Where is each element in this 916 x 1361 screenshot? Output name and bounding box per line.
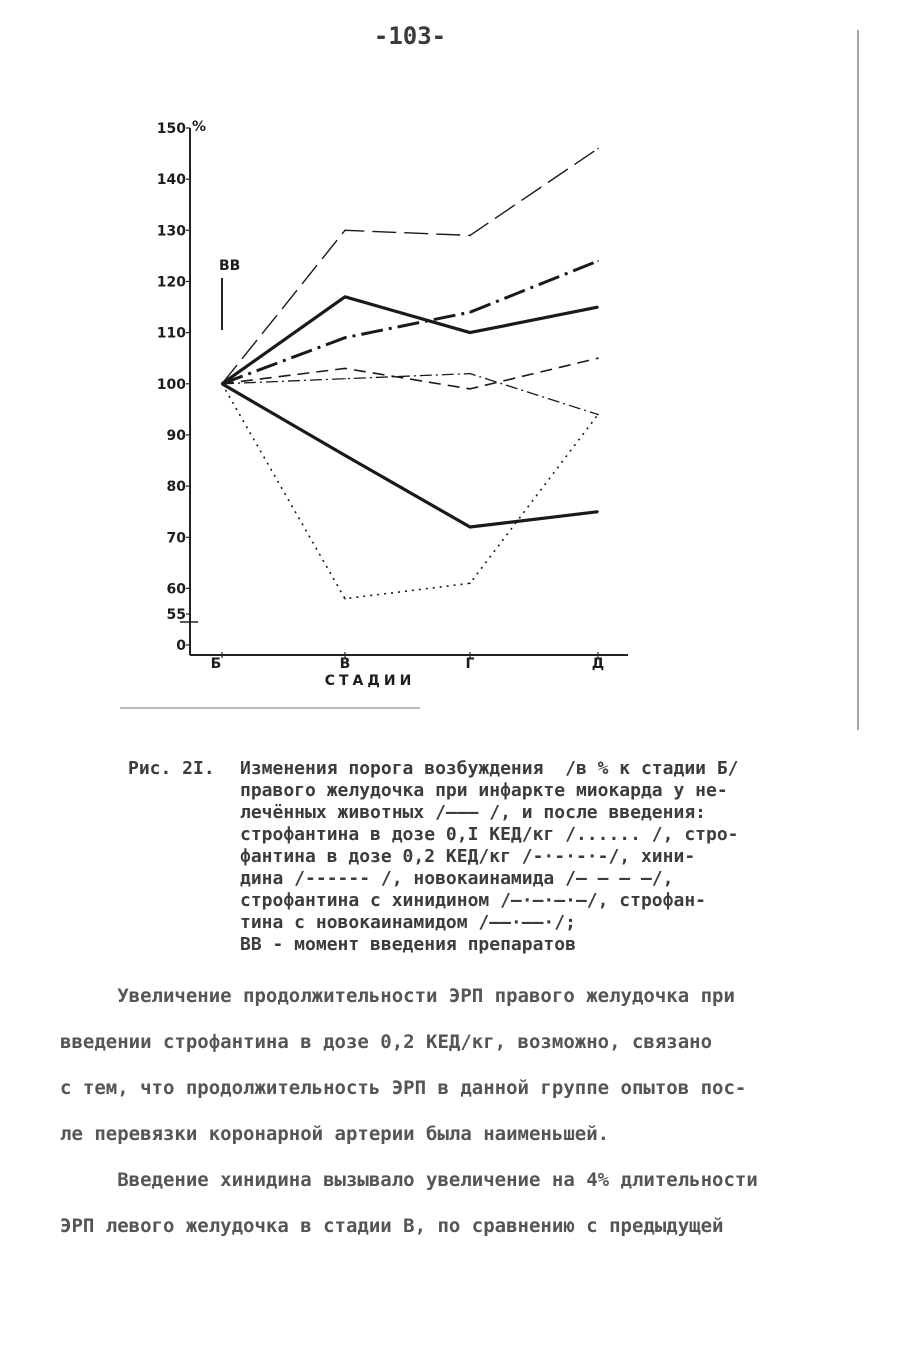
series-point [597, 148, 599, 150]
y-tick-label: 60 [166, 581, 186, 598]
series-point [344, 598, 346, 600]
y-tick-label: 110 [156, 325, 186, 342]
body-line: ЭРП левого желудочка в стадии В, по сравнению с предыдущей [60, 1215, 724, 1237]
caption-line: строфантина с хинидином /—·—·—·—/, строфан- [240, 890, 706, 911]
y-tick-label: 70 [166, 530, 186, 547]
series-point [344, 368, 346, 370]
injection-annotation [219, 258, 240, 330]
y-axis-unit: % [192, 119, 207, 135]
series-line-7 [222, 261, 598, 384]
y-tick-label: 90 [166, 427, 186, 444]
series-line-6 [222, 297, 598, 384]
series-point [597, 511, 599, 513]
caption-line: фантина в дозе 0,2 КЕД/кг /-·-·-·-/, хини- [240, 846, 696, 867]
series-line-4 [222, 358, 598, 389]
body-line: ле перевязки коронарной артерии была наименьшей. [60, 1123, 610, 1145]
series-line-5 [222, 149, 598, 384]
x-tick-label: В [339, 656, 351, 672]
series-point [344, 230, 346, 232]
series-line-3 [222, 374, 598, 415]
series-line-1 [222, 384, 598, 527]
y-tick-label: 140 [156, 172, 186, 189]
page-number: -103- [373, 22, 447, 50]
y-tick-label: 55 [166, 607, 186, 623]
body-line: с тем, что продолжительность ЭРП в данной группе опытов пос- [60, 1077, 747, 1099]
series-point [469, 311, 471, 313]
series-point [469, 373, 471, 375]
series-point [469, 388, 471, 390]
body-line: введении строфантина в дозе 0,2 КЕД/кг, возможно, связано [60, 1031, 713, 1053]
series-point [344, 455, 346, 457]
x-tick-label: Г [465, 656, 475, 672]
x-tick-label: Б [210, 656, 222, 672]
x-axis-title: СТАДИИ [324, 673, 416, 689]
y-tick-label: 0 [176, 638, 186, 654]
caption-line: дина /------ /, новокаинамида /— — — —/, [240, 868, 674, 889]
series-layer [221, 148, 599, 600]
x-tick-label: Д [591, 656, 605, 672]
caption-line: Изменения порога возбуждения /в % к стадии Б/ [240, 758, 739, 779]
y-tick-label: 150 [156, 121, 186, 137]
caption-line: лечённых животных /——— /, и после введения: [240, 802, 706, 823]
y-tick-label: 100 [156, 376, 186, 393]
y-tick-label: 130 [156, 223, 186, 240]
series-point [469, 526, 471, 528]
y-tick-label: 120 [156, 274, 186, 291]
caption-line: строфантина в дозе 0,I КЕД/кг /...... /, стро- [240, 824, 739, 845]
y-tick-label: 80 [166, 479, 186, 496]
tick-layer [157, 121, 604, 672]
series-point [344, 296, 346, 298]
series-point [469, 332, 471, 334]
caption-label: Рис. 2I. [128, 758, 215, 779]
figure-caption [128, 758, 868, 956]
caption-line: тина с новокаинамидом /——·——·/; [240, 912, 576, 933]
series-point [469, 235, 471, 237]
series-point [469, 583, 471, 585]
series-point [597, 306, 599, 308]
injection-label: ВВ [219, 258, 241, 274]
chart-axes [180, 128, 628, 655]
series-point [597, 260, 599, 262]
series-point [597, 357, 599, 359]
body-line: Введение хинидина вызывало увеличение на 4% длительности [60, 1169, 758, 1191]
series-point [344, 337, 346, 339]
series-point [221, 383, 223, 385]
caption-text [240, 758, 860, 956]
series-point [597, 414, 599, 416]
body-line: Увеличение продолжительности ЭРП правого желудочка при [60, 985, 735, 1007]
series-point [344, 378, 346, 380]
caption-line: ВВ - момент введения препаратов [240, 934, 576, 955]
caption-line: правого желудочка при инфаркте миокарда у не- [240, 780, 728, 801]
